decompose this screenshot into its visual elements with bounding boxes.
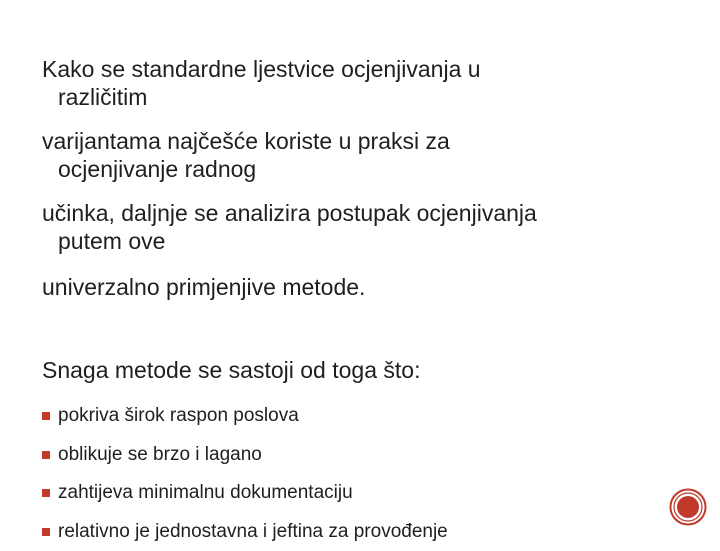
intro-paragraph-1 xyxy=(42,55,481,111)
paragraph-line: varijantama najčešće koriste u praksi za xyxy=(42,128,450,154)
paragraph-continuation: različitim xyxy=(42,83,481,111)
bullet-text: pokriva širok raspon poslova xyxy=(58,405,299,427)
bullet-text: oblikuje se brzo i lagano xyxy=(58,444,262,466)
bullet-item xyxy=(42,513,448,551)
intro-paragraph-4 xyxy=(42,273,365,301)
paragraph-continuation: ocjenjivanje radnog xyxy=(42,155,450,183)
bullet-item xyxy=(42,397,448,436)
intro-paragraph-2 xyxy=(42,127,450,183)
paragraph-line: univerzalno primjenjive metode. xyxy=(42,274,365,300)
paragraph-line: Kako se standardne ljestvice ocjenjivanja u xyxy=(42,56,481,82)
paragraph-line: učinka, daljnje se analizira postupak ocjenjivanja xyxy=(42,200,537,226)
bullet-item xyxy=(42,436,448,475)
intro-paragraph-3 xyxy=(42,199,537,255)
bullet-item xyxy=(42,474,448,513)
square-bullet-icon xyxy=(42,528,50,536)
square-bullet-icon xyxy=(42,489,50,497)
paragraph-continuation: putem ove xyxy=(42,227,537,255)
bullet-text: relativno je jednostavna i jeftina za provođenje xyxy=(58,521,448,543)
square-bullet-icon xyxy=(42,451,50,459)
strength-heading: Snaga metode se sastoji od toga što: xyxy=(42,356,420,384)
bullet-text: zahtijeva minimalnu dokumentaciju xyxy=(58,482,353,504)
square-bullet-icon xyxy=(42,412,50,420)
strength-bullet-list xyxy=(42,397,448,551)
circle-logo-icon xyxy=(669,488,707,526)
